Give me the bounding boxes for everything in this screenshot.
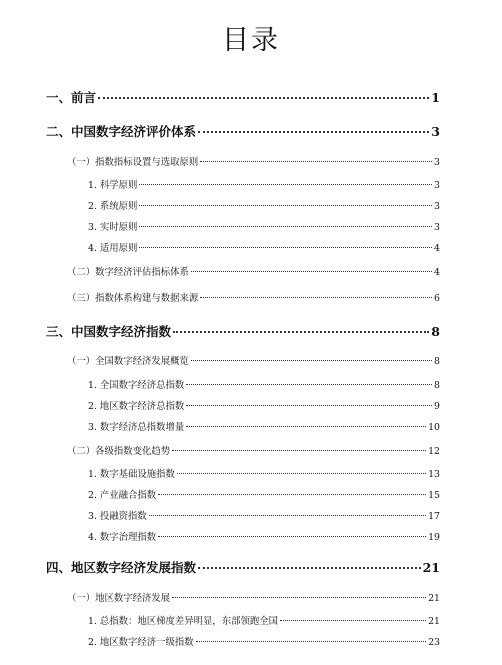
dot-leader <box>200 297 432 298</box>
toc-entry[interactable] <box>88 634 440 648</box>
toc-entry[interactable] <box>88 466 440 480</box>
toc-entry-page: 9 <box>434 401 440 412</box>
toc-entry[interactable] <box>67 290 440 304</box>
toc-entry-label: 3. 投融资指数 <box>88 511 147 522</box>
dot-leader <box>149 515 426 516</box>
dot-leader <box>191 360 432 361</box>
toc-entry-label: （三）指数体系构建与数据来源 <box>67 293 199 304</box>
toc-entry-label: （二）数字经济评估指标体系 <box>67 267 189 278</box>
toc-entry-page: 12 <box>428 446 440 457</box>
toc-entry-label: 一、前言 <box>46 90 97 105</box>
dot-leader <box>186 426 426 427</box>
toc-entry[interactable] <box>88 177 440 191</box>
toc-entry-label: 2. 产业融合指数 <box>88 490 157 501</box>
toc-entry-page: 15 <box>428 490 440 501</box>
dot-leader <box>200 161 432 162</box>
toc-entry-page: 8 <box>434 380 440 391</box>
toc-entry[interactable] <box>88 613 440 627</box>
toc-entry-label: 2. 地区数字经济总指数 <box>88 401 185 412</box>
toc-entry[interactable] <box>88 240 440 254</box>
dot-leader <box>198 131 429 133</box>
toc-entry-label: 1. 总指数：地区梯度差异明显，东部领跑全国 <box>88 616 279 627</box>
dot-leader <box>280 620 426 621</box>
toc-entry-label: 三、中国数字经济指数 <box>46 324 172 339</box>
toc-entry[interactable] <box>67 353 440 367</box>
dot-leader <box>172 450 426 451</box>
dot-leader <box>196 641 426 642</box>
toc-entry-page: 17 <box>428 511 440 522</box>
dot-leader <box>139 226 432 227</box>
toc-entry[interactable] <box>46 122 440 140</box>
dot-leader <box>186 384 432 385</box>
dot-leader <box>191 271 432 272</box>
toc-entry-page: 13 <box>428 469 440 480</box>
toc-entry[interactable] <box>67 264 440 278</box>
toc-entry[interactable] <box>88 219 440 233</box>
toc-entry[interactable] <box>67 154 440 168</box>
toc-entry-label: （一）全国数字经济发展概览 <box>67 356 189 367</box>
toc-entry[interactable] <box>88 398 440 412</box>
toc-entry[interactable] <box>46 88 440 106</box>
toc-entry-label: 4. 适用原则 <box>88 243 138 254</box>
toc-entry-page: 4 <box>434 243 440 254</box>
toc-entry-page: 4 <box>434 267 440 278</box>
toc-entry-page: 3 <box>434 157 440 168</box>
toc-entry-page: 21 <box>422 560 440 575</box>
toc-entry-label: 3. 实时原则 <box>88 222 138 233</box>
dot-leader <box>177 473 426 474</box>
toc-entry-page: 3 <box>434 222 440 233</box>
dot-leader <box>158 536 426 537</box>
toc-entry-label: 四、地区数字经济发展指数 <box>46 560 197 575</box>
dot-leader <box>139 205 432 206</box>
toc-entry[interactable] <box>46 322 440 340</box>
toc-entry-label: 1. 数字基础设施指数 <box>88 469 175 480</box>
dot-leader <box>158 494 426 495</box>
toc-entry-page: 8 <box>434 356 440 367</box>
toc-entry[interactable] <box>88 487 440 501</box>
toc-entry[interactable] <box>88 508 440 522</box>
dot-leader <box>186 405 432 406</box>
toc-entry[interactable] <box>46 558 440 576</box>
toc-entry-label: （一）地区数字经济发展 <box>67 593 171 604</box>
toc-entry[interactable] <box>88 198 440 212</box>
toc-entry-page: 3 <box>434 201 440 212</box>
toc-entry-label: 3. 数字经济总指数增量 <box>88 422 185 433</box>
toc-entry-label: （二）各级指数变化趋势 <box>67 446 171 457</box>
dot-leader <box>139 184 432 185</box>
toc-entry-label: 二、中国数字经济评价体系 <box>46 124 197 139</box>
toc-entry[interactable] <box>88 529 440 543</box>
toc-entry-page: 8 <box>431 324 440 339</box>
toc-entry-page: 6 <box>434 293 440 304</box>
toc-entry-page: 10 <box>428 422 440 433</box>
toc-entry[interactable] <box>67 590 440 604</box>
page-title: 目录 <box>222 25 280 56</box>
dot-leader <box>139 247 432 248</box>
toc-entry-page: 19 <box>428 532 440 543</box>
toc-entry-label: （一）指数指标设置与选取原则 <box>67 157 199 168</box>
toc-entry-label: 4. 数字治理指数 <box>88 532 157 543</box>
dot-leader <box>98 97 429 99</box>
toc-entry[interactable] <box>88 377 440 391</box>
toc-entry-page: 23 <box>428 637 440 648</box>
toc-entry-page: 21 <box>428 616 440 627</box>
toc-entry-page: 3 <box>431 124 440 139</box>
toc-entry-page: 1 <box>431 90 440 105</box>
toc-entry[interactable] <box>67 443 440 457</box>
dot-leader <box>173 331 429 333</box>
dot-leader <box>172 597 426 598</box>
toc-entry-label: 2. 地区数字经济一级指数 <box>88 637 194 648</box>
toc-entry-label: 1. 全国数字经济总指数 <box>88 380 185 391</box>
toc-entry-label: 1. 科学原则 <box>88 180 138 191</box>
toc-entry-page: 21 <box>428 593 440 604</box>
dot-leader <box>198 567 421 569</box>
toc-entry-page: 3 <box>434 180 440 191</box>
toc-entry[interactable] <box>88 419 440 433</box>
toc-entry-label: 2. 系统原则 <box>88 201 138 212</box>
